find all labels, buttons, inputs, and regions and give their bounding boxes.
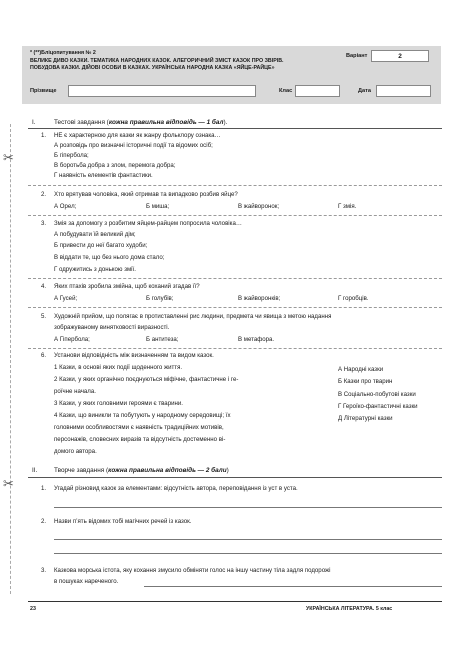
question-divider xyxy=(28,215,442,216)
q6-left-item-4c: персонажів, словесних виразів та відсутність достеменно ві- xyxy=(54,436,226,443)
question-divider xyxy=(28,307,442,308)
q1-option-a[interactable]: А розповідь про визначні історичні події та відомих осіб; xyxy=(54,142,213,149)
header-box xyxy=(22,46,441,104)
scissors-icon: ✂ xyxy=(3,476,14,491)
cut-line xyxy=(10,124,11,594)
date-field[interactable] xyxy=(376,85,431,97)
question-divider xyxy=(28,185,442,186)
q4-option-c[interactable]: В жайворонків; xyxy=(238,295,281,302)
q3-number: 3. xyxy=(41,220,47,227)
q6-right-item-b: Б Казки про тварин xyxy=(338,378,393,385)
footer-subject: УКРАЇНСЬКА ЛІТЕРАТУРА. 5 клас xyxy=(306,606,393,612)
q1-option-b[interactable]: Б гіпербола; xyxy=(54,152,89,159)
quiz-topic-line-1: ВЕЛИКЕ ДИВО КАЗКИ. ТЕМАТИКА НАРОДНИХ КАЗОК. АЛЕГОРИЧНИЙ ЗМІСТ КАЗОК ПРО ЗВІРІВ. xyxy=(30,58,284,64)
q5-option-c[interactable]: В метафора. xyxy=(238,336,275,343)
q5-option-a[interactable]: А Гіпербола; xyxy=(54,336,90,343)
q6-left-item-4b: головними особливостями є наявність традиційних мотивів, xyxy=(54,424,224,431)
q3-option-d[interactable]: Г одружитись з донькою змії. xyxy=(54,266,136,273)
answer-line[interactable] xyxy=(54,539,442,540)
q6-left-item-3: 3 Казки, у яких головними героями є тварини. xyxy=(54,400,183,407)
class-label: Клас xyxy=(279,88,293,94)
section-1-title: Тестові завдання (кожна правильна відповідь — 1 бал). xyxy=(54,119,228,126)
variant-label: Варіант xyxy=(346,53,368,59)
section-2-title: Творче завдання (кожна правильна відповідь — 2 бали) xyxy=(54,467,229,474)
q5-option-b[interactable]: Б антитеза; xyxy=(146,336,179,343)
q2-option-a[interactable]: А Орел; xyxy=(54,203,77,210)
q2-option-d[interactable]: Г змія. xyxy=(338,203,357,210)
section-2-number: II. xyxy=(32,467,38,474)
q2-option-c[interactable]: В жайворонок; xyxy=(238,203,280,210)
q2-option-b[interactable]: Б миша; xyxy=(146,203,170,210)
scissors-icon: ✂ xyxy=(3,150,14,165)
q6-left-item-2a: 2 Казки, у яких органічно поєднуються міфічне, фантастичне і ге- xyxy=(54,376,239,383)
t1-number: 1. xyxy=(41,485,47,492)
q6-right-item-d: Г Героїко-фантастичні казки xyxy=(338,403,418,410)
variant-value: 2 xyxy=(398,53,402,60)
q3-option-b[interactable]: Б привести до неї багато худоби; xyxy=(54,242,148,249)
q4-option-a[interactable]: А Гусей; xyxy=(54,295,78,302)
q2-number: 2. xyxy=(41,191,47,198)
section-1-number: I. xyxy=(32,119,36,126)
q3-option-c[interactable]: В віддати те, що без нього дома стало; xyxy=(54,254,165,261)
q6-text: Установи відповідність між визначенням та видом казок. xyxy=(54,352,214,359)
q5-number: 5. xyxy=(41,313,47,320)
answer-line[interactable] xyxy=(144,586,442,587)
section-divider xyxy=(28,477,442,478)
q6-right-item-a: А Народні казки xyxy=(338,366,384,373)
variant-box xyxy=(371,50,429,62)
q1-text: НЕ є характерною для казки як жанру фольклору ознака… xyxy=(54,132,221,139)
t2-text: Назви п’ять відомих тобі магічних речей із казок. xyxy=(54,518,192,525)
q4-option-d[interactable]: Г горобців. xyxy=(338,295,369,302)
class-field[interactable] xyxy=(295,85,340,97)
q2-text: Хто врятував чоловіка, який отримав та випадково розбив яйце? xyxy=(54,191,238,198)
q6-left-item-1: 1 Казки, в основі яких події щоденного життя. xyxy=(54,364,183,371)
q1-number: 1. xyxy=(41,132,47,139)
q3-option-a[interactable]: А побудувати їй великий дім; xyxy=(54,231,136,238)
q6-right-item-e: Д Літературні казки xyxy=(338,415,393,422)
q5-text-line-2: зображуваному винятковості виразності. xyxy=(54,324,170,331)
t3-text-line-2: в пошуках нареченого. xyxy=(54,578,119,585)
answer-line[interactable] xyxy=(54,507,442,508)
q4-number: 4. xyxy=(41,283,47,290)
q4-option-b[interactable]: Б голубів; xyxy=(146,295,174,302)
q6-left-item-4d: домого автора. xyxy=(54,448,97,455)
t3-number: 3. xyxy=(41,567,47,574)
q3-text: Змія за допомогу з розбитим яйцем-райцем попросила чоловіка… xyxy=(54,220,242,227)
q5-text-line-1: Художній прийом, що полягає в протиставленні рис людини, предмета чи явища з метою надання xyxy=(54,313,332,320)
t1-text: Угадай різновид казок за елементами: відсутність автора, переповідання із уст в уста. xyxy=(54,485,298,492)
footer-rule xyxy=(28,601,442,602)
t2-number: 2. xyxy=(41,518,47,525)
surname-field[interactable] xyxy=(68,85,256,97)
question-divider xyxy=(28,348,442,349)
t3-text-line-1: Казкова морська істота, яку кохання змусило обміняти голос на іншу частину тіла задля подорожі xyxy=(54,567,331,574)
quiz-topic-line-2: ПОБУДОВА КАЗКИ. ДІЙОВІ ОСОБИ В КАЗКАХ. УКРАЇНСЬКА НАРОДНА КАЗКА «ЯЙЦЕ-РАЙЦЕ» xyxy=(30,65,275,71)
date-label: Дата xyxy=(358,88,371,94)
q1-option-c[interactable]: В боротьба добра з злом, перемога добра; xyxy=(54,162,176,169)
quiz-title: * (**)Бліцопитування № 2 xyxy=(30,50,96,56)
section-divider xyxy=(28,128,442,129)
q1-option-d[interactable]: Г наявність елементів фантастики. xyxy=(54,172,153,179)
q4-text: Яких птахів зробила змійна, щоб коханий згадав її? xyxy=(54,283,200,290)
question-divider xyxy=(28,278,442,279)
answer-line[interactable] xyxy=(54,553,442,554)
q6-right-item-c: В Соціально-побутові казки xyxy=(338,391,416,398)
q6-left-item-2b: роїчне начала. xyxy=(54,388,96,395)
q6-number: 6. xyxy=(41,352,47,359)
surname-label: Прізвище xyxy=(30,88,57,94)
page-number: 23 xyxy=(30,606,36,612)
q6-left-item-4a: 4 Казки, що виникли та побутують у народному середовищі; їх xyxy=(54,412,231,419)
